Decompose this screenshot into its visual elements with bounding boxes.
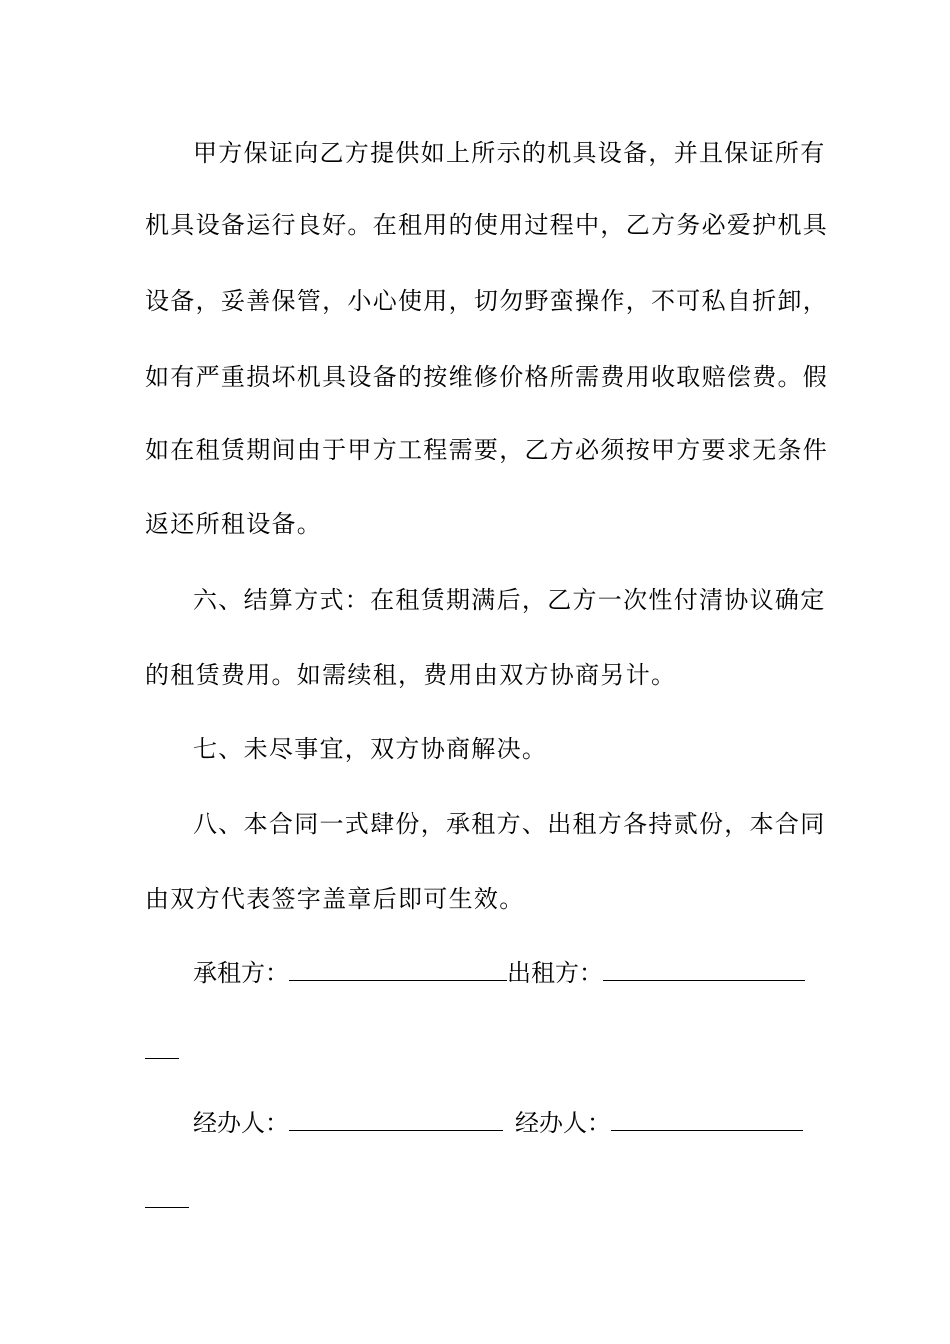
lessee-label: 承租方： (193, 959, 289, 987)
lessor-signature-blank-continued (145, 1057, 179, 1059)
paragraph-1-line-4: 如有严重损坏机具设备的按维修价格所需费用收取赔偿费。假 (145, 363, 829, 391)
lessee-agent-label: 经办人： (193, 1109, 289, 1137)
paragraph-2-line-2: 的租赁费用。如需续租，费用由双方协商另计。 (145, 661, 677, 689)
lessor-agent-label: 经办人： (515, 1109, 611, 1137)
signature-row-parties (193, 958, 805, 988)
paragraph-1-line-5: 如在租赁期间由于甲方工程需要，乙方必须按甲方要求无条件 (145, 436, 829, 464)
paragraph-4-line-2: 由双方代表签字盖章后即可生效。 (145, 885, 525, 913)
paragraph-1-line-1: 甲方保证向乙方提供如上所示的机具设备，并且保证所有 (193, 139, 826, 167)
paragraph-3-line-1: 七、未尽事宜，双方协商解决。 (193, 735, 548, 763)
paragraph-4-line-1: 八、本合同一式肆份，承租方、出租方各持贰份，本合同 (193, 810, 826, 838)
lessee-signature-blank[interactable] (289, 958, 507, 981)
paragraph-1-line-3: 设备，妥善保管，小心使用，切勿野蛮操作，不可私自折卸， (145, 287, 829, 315)
paragraph-2-line-1: 六、结算方式：在租赁期满后，乙方一次性付清协议确定 (193, 586, 826, 614)
paragraph-1-line-6: 返还所租设备。 (145, 510, 323, 538)
lessor-agent-blank[interactable] (611, 1108, 803, 1131)
lessor-signature-blank[interactable] (603, 958, 805, 981)
lessor-label: 出租方： (507, 959, 603, 987)
lessee-agent-blank[interactable] (289, 1108, 503, 1131)
lessor-agent-blank-continued (145, 1206, 189, 1208)
signature-row-agents (193, 1108, 803, 1138)
paragraph-1-line-2: 机具设备运行良好。在租用的使用过程中，乙方务必爱护机具 (145, 211, 829, 239)
